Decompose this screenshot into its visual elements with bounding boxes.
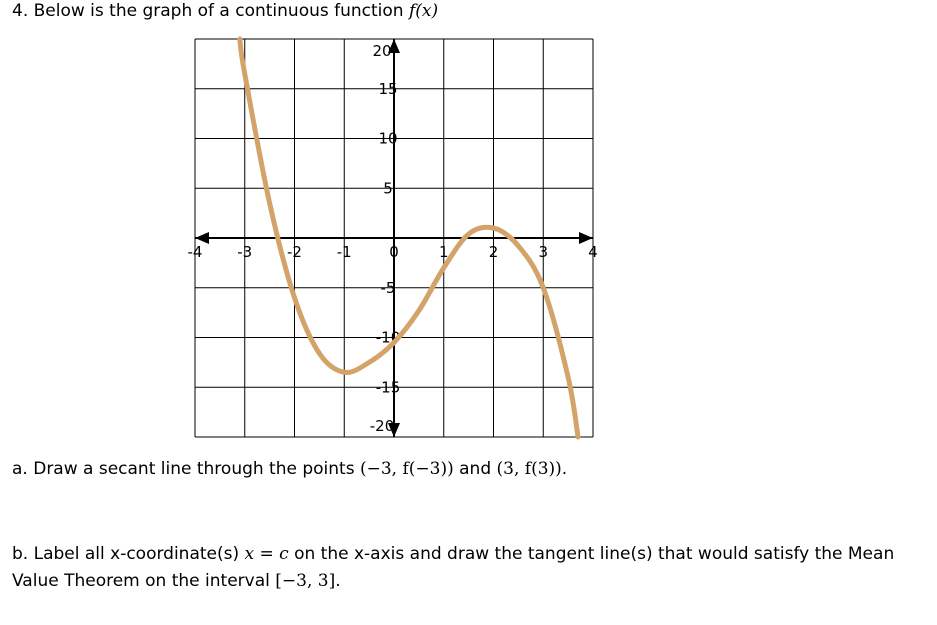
x-tick-label: -3 <box>237 243 253 261</box>
part-a-end: . <box>561 459 568 479</box>
part-b-text-1: b. Label all x-coordinate(s) <box>12 544 245 564</box>
y-tick-label: -15 <box>375 378 401 397</box>
x-tick-label: 0 <box>389 243 399 261</box>
part-a-text: a. Draw a secant line through the points <box>12 459 360 479</box>
x-tick-label: 4 <box>588 243 598 261</box>
part-b-x-equals-c: x = c <box>244 544 289 564</box>
x-tick-label: 2 <box>488 243 499 261</box>
y-tick-label: -20 <box>369 417 395 435</box>
part-a-point-2: (3, f(3)) <box>496 459 562 479</box>
part-b-question <box>12 541 922 595</box>
y-tick-label: 10 <box>378 129 398 148</box>
y-tick-label: 20 <box>372 42 392 60</box>
part-a-point-1: (−3, f(−3)) <box>359 459 454 479</box>
part-b-text-2: on the x-axis and draw the tangent line(s) that would satisfy the Mean Value Theorem on the interval <box>12 544 895 591</box>
part-b-interval: [−3, 3] <box>275 571 336 591</box>
question-title-text: 4. Below is the graph of a continuous function <box>12 1 409 21</box>
part-a-question <box>12 458 567 480</box>
part-b-end: . <box>335 571 341 591</box>
x-tick-label: -1 <box>336 243 352 261</box>
x-tick-label: -2 <box>287 243 302 261</box>
part-a-and: and <box>453 459 497 479</box>
y-tick-label: -5 <box>380 278 396 297</box>
x-tick-label: 3 <box>538 243 549 261</box>
y-tick-label: -10 <box>375 328 401 347</box>
x-tick-label: 1 <box>438 243 449 261</box>
y-tick-label: 15 <box>378 79 398 98</box>
function-notation: f(x) <box>409 1 439 21</box>
y-tick-label: 5 <box>383 179 393 198</box>
x-tick-label: -4 <box>187 243 203 261</box>
